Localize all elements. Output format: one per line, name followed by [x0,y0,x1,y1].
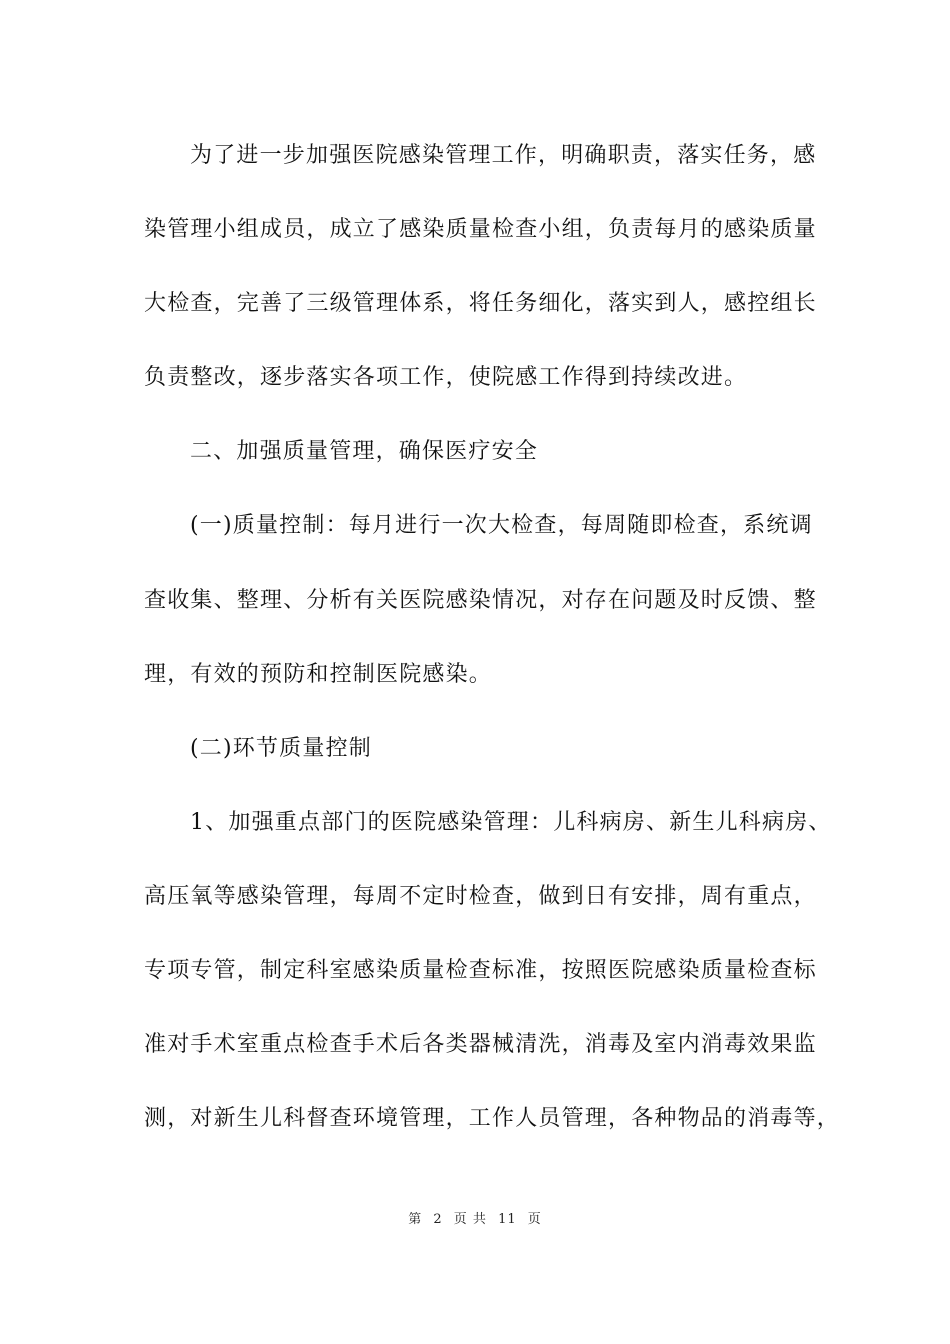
paragraph-line: 理，有效的预防和控制医院感染。 [144,662,493,687]
footer-total-pages: 11 [498,1212,517,1227]
page-footer [0,1208,950,1227]
footer-page-number: 2 [433,1212,443,1227]
paragraph-line: 负责整改，逐步落实各项工作，使院感工作得到持续改进。 [144,365,748,390]
paragraph-line: 测，对新生儿科督查环境管理，工作人员管理，各种物品的消毒等， [144,1106,841,1131]
paragraph-line: (一)质量控制：每月进行一次大检查，每周随即检查，系统调 [190,513,813,538]
paragraph-line: 查收集、整理、分析有关医院感染情况，对存在问题及时反馈、整 [144,588,817,613]
paragraph-line: 为了进一步加强医院感染管理工作，明确职责，落实任务，感 [190,143,817,168]
footer-middle: 页 共 [453,1212,487,1227]
footer-suffix: 页 [527,1212,542,1227]
subsection-heading: (二)环节质量控制 [190,736,372,761]
paragraph-line: 准对手术室重点检查手术后各类器械清洗，消毒及室内消毒效果监 [144,1032,817,1057]
paragraph-line: 大检查，完善了三级管理体系，将任务细化，落实到人，感控组长 [144,291,817,316]
paragraph-line: 专项专管，制定科室感染质量检查标准，按照医院感染质量检查标 [144,958,817,983]
paragraph-line: 1、加强重点部门的医院感染管理：儿科病房、新生儿科病房、 [190,810,832,835]
section-heading: 二、加强质量管理，确保医疗安全 [190,439,539,464]
paragraph-line: 高压氧等感染管理，每周不定时检查，做到日有安排，周有重点， [144,884,817,909]
footer-prefix: 第 [408,1212,423,1227]
paragraph-line: 染管理小组成员，成立了感染质量检查小组，负责每月的感染质量 [144,217,817,242]
